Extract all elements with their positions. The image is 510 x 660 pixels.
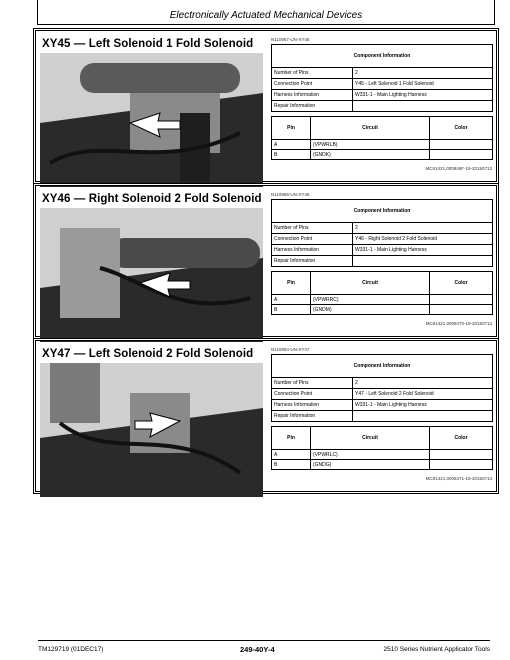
col-header: Color — [430, 117, 493, 140]
section-title: XY47 — Left Solenoid 2 Fold Solenoid — [42, 348, 254, 360]
table-row — [272, 460, 493, 470]
footer-rule — [38, 640, 490, 641]
col-header: Circuit — [311, 272, 430, 295]
figure-ref: MC91421,000846F-19-20150713 — [425, 166, 492, 171]
connector-photo — [40, 363, 263, 497]
connector-section-xy47 — [35, 340, 497, 492]
connector-photo — [40, 208, 263, 342]
section-title: XY45 — Left Solenoid 1 Fold Solenoid — [42, 38, 254, 50]
figure-ref: MC91421,0008470-19-20150713 — [425, 321, 492, 326]
col-header: Circuit — [311, 117, 430, 140]
value: 2 — [353, 68, 493, 79]
section-title: XY46 — Right Solenoid 2 Fold Solenoid — [42, 193, 262, 205]
circuit-cell: (GNDM) — [311, 305, 430, 315]
color-cell — [430, 140, 493, 150]
pin-table — [271, 271, 493, 315]
table-row — [272, 150, 493, 160]
component-info-table — [271, 354, 493, 422]
value: W331-1 - Main Lighting Harness — [353, 90, 493, 101]
label: Connection Point — [272, 79, 353, 90]
label: Number of Pins — [272, 223, 353, 234]
component-info-header: Component Information — [272, 45, 493, 68]
col-header: Pin — [272, 427, 311, 450]
figure-ref: MC91421,0008471-19-20150713 — [425, 476, 492, 481]
table-row — [272, 450, 493, 460]
table-row — [272, 140, 493, 150]
connector-section-xy46 — [35, 185, 497, 337]
pin-cell: B — [272, 305, 311, 315]
table-row — [272, 295, 493, 305]
label: Number of Pins — [272, 378, 353, 389]
pin-cell: B — [272, 150, 311, 160]
image-ref: N110955-UN-XY46 — [271, 192, 310, 197]
label: Repair Information — [272, 101, 353, 112]
label: Number of Pins — [272, 68, 353, 79]
col-header: Color — [430, 272, 493, 295]
pin-cell: A — [272, 295, 311, 305]
color-cell — [430, 450, 493, 460]
label: Connection Point — [272, 389, 353, 400]
pin-table — [271, 116, 493, 160]
component-info-table — [271, 44, 493, 112]
connector-section-xy45 — [35, 30, 497, 182]
circuit-cell: (GNDK) — [311, 150, 430, 160]
value: 2 — [353, 223, 493, 234]
col-header: Color — [430, 427, 493, 450]
table-row — [272, 305, 493, 315]
doc-id: TM129719 (01DEC17) — [38, 646, 104, 653]
color-cell — [430, 305, 493, 315]
circuit-cell: (VPWRLC) — [311, 450, 430, 460]
top-frame — [37, 0, 495, 25]
image-ref: N110957-UN-XY45 — [271, 37, 310, 42]
page-number: 249-40Y-4 — [240, 645, 275, 654]
pin-cell: A — [272, 140, 311, 150]
value — [353, 411, 493, 422]
label: Repair Information — [272, 411, 353, 422]
pin-cell: A — [272, 450, 311, 460]
label: Harness Information — [272, 90, 353, 101]
label: Connection Point — [272, 234, 353, 245]
label: Harness Information — [272, 245, 353, 256]
circuit-cell: (GNDG) — [311, 460, 430, 470]
circuit-cell: (VPWRRC) — [311, 295, 430, 305]
label: Repair Information — [272, 256, 353, 267]
color-cell — [430, 295, 493, 305]
connector-photo — [40, 53, 263, 187]
value: Y46 - Right Solenoid 2 Fold Solenoid — [353, 234, 493, 245]
color-cell — [430, 150, 493, 160]
value: Y45 - Left Solenoid 1 Fold Solenoid — [353, 79, 493, 90]
pin-cell: B — [272, 460, 311, 470]
col-header: Pin — [272, 272, 311, 295]
value: W331-1 - Main Lighting Harness — [353, 245, 493, 256]
image-ref: N110954-UN-XY47 — [271, 347, 310, 352]
component-info-header: Component Information — [272, 355, 493, 378]
col-header: Pin — [272, 117, 311, 140]
color-cell — [430, 460, 493, 470]
value — [353, 101, 493, 112]
value: Y47 - Left Solenoid 2 Fold Solenoid — [353, 389, 493, 400]
value — [353, 256, 493, 267]
component-info-header: Component Information — [272, 200, 493, 223]
chapter-title: Electronically Actuated Mechanical Devices — [169, 10, 363, 21]
pin-table — [271, 426, 493, 470]
value: W331-1 - Main Lighting Harness — [353, 400, 493, 411]
col-header: Circuit — [311, 427, 430, 450]
label: Harness Information — [272, 400, 353, 411]
circuit-cell: (VPWRLB) — [311, 140, 430, 150]
manual-title: 2510 Series Nutrient Applicator Tools — [383, 646, 490, 653]
component-info-table — [271, 199, 493, 267]
value: 2 — [353, 378, 493, 389]
